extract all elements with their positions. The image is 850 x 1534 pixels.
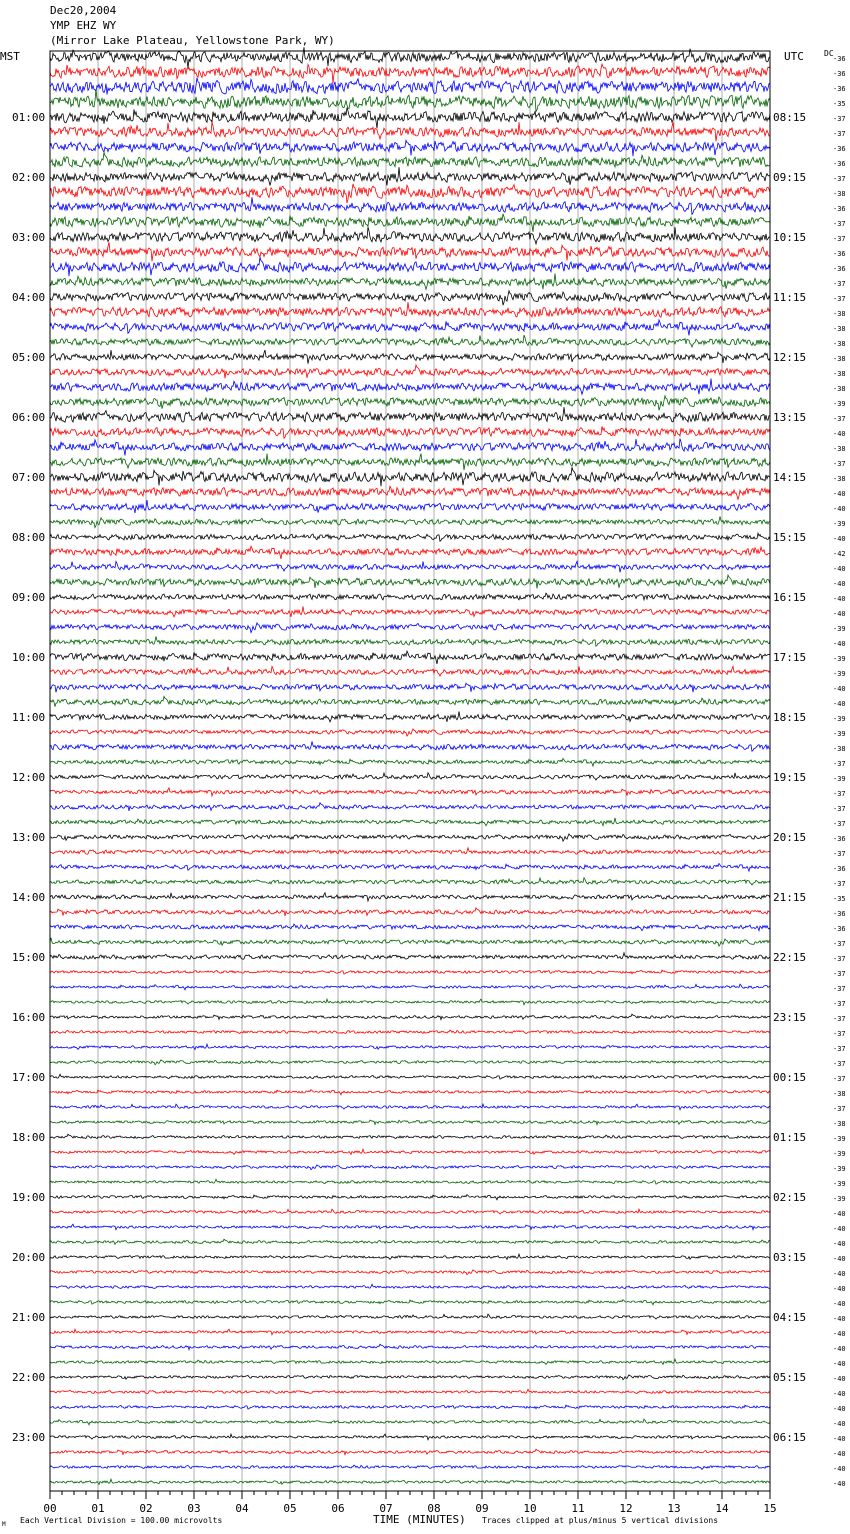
left-hour-label: 20:00 [12, 1251, 46, 1264]
trace-4 [50, 108, 770, 129]
trace-16 [50, 291, 770, 305]
dc-offset-label: -36 [833, 70, 846, 78]
left-hour-label: 19:00 [12, 1191, 46, 1204]
trace-70 [50, 1104, 770, 1110]
trace-47 [50, 759, 770, 767]
trace-20 [50, 350, 770, 364]
x-tick-label: 00 [43, 1502, 57, 1515]
trace-8 [50, 167, 770, 185]
dc-offset-label: -37 [833, 1000, 846, 1008]
dc-offset-label: -37 [833, 1075, 846, 1083]
trace-94 [50, 1465, 770, 1469]
left-hour-label: 21:00 [12, 1311, 46, 1324]
trace-82 [50, 1284, 770, 1288]
x-tick-label: 01 [91, 1502, 105, 1515]
dc-offset-label: -40 [833, 1345, 846, 1353]
left-hour-label: 10:00 [12, 651, 46, 664]
trace-44 [50, 711, 770, 722]
trace-88 [50, 1375, 770, 1380]
dc-offset-label: -37 [833, 940, 846, 948]
dc-offset-label: -40 [833, 1315, 846, 1323]
dc-offset-label: -40 [833, 430, 846, 438]
dc-offset-label: -36 [833, 925, 846, 933]
dc-offset-label: -39 [833, 730, 846, 738]
left-hour-label: 18:00 [12, 1131, 46, 1144]
dc-offset-label: -35 [833, 895, 846, 903]
trace-58 [50, 924, 770, 931]
dc-offset-label: -39 [833, 775, 846, 783]
left-hour-label: 05:00 [12, 351, 46, 364]
right-hour-label: 04:15 [773, 1311, 807, 1324]
right-hour-label: 08:15 [773, 111, 807, 124]
dc-offset-label: -37 [833, 880, 846, 888]
trace-46 [50, 741, 770, 751]
trace-81 [50, 1270, 770, 1275]
dc-offset-label: -37 [833, 1045, 846, 1053]
trace-15 [50, 274, 770, 290]
trace-layer [50, 47, 770, 1484]
x-tick-label: 13 [667, 1502, 681, 1515]
trace-75 [50, 1179, 770, 1184]
trace-67 [50, 1060, 770, 1065]
x-tick-label: 09 [475, 1502, 489, 1515]
trace-35 [50, 575, 770, 589]
dc-offset-label: -37 [833, 790, 846, 798]
dc-offset-label: -40 [833, 1360, 846, 1368]
dc-offset-label: -40 [833, 1300, 846, 1308]
x-axis [43, 1491, 776, 1515]
dc-offset-label: -38 [833, 340, 846, 348]
left-hour-label: 09:00 [12, 591, 46, 604]
trace-80 [50, 1254, 770, 1259]
dc-offset-label: -36 [833, 865, 846, 873]
dc-offset-label: -40 [833, 505, 846, 513]
trace-3 [50, 89, 770, 111]
dc-offset-label: -39 [833, 1150, 846, 1158]
trace-54 [50, 864, 770, 872]
trace-79 [50, 1239, 770, 1244]
dc-offset-label: -40 [833, 580, 846, 588]
trace-74 [50, 1165, 770, 1170]
left-hour-label: 15:00 [12, 951, 46, 964]
left-hour-label: 16:00 [12, 1011, 46, 1024]
dc-offset-label: -40 [833, 1270, 846, 1278]
left-hour-label: 04:00 [12, 291, 46, 304]
trace-78 [50, 1224, 770, 1230]
dc-offset-label: -39 [833, 1135, 846, 1143]
footer-clipping-note: Traces clipped at plus/minus 5 vertical divisions [482, 1516, 719, 1525]
dc-offset-label: -36 [833, 250, 846, 258]
trace-17 [50, 302, 770, 317]
left-hour-label: 06:00 [12, 411, 46, 424]
dc-offset-label: -36 [833, 85, 846, 93]
dc-offset-label: -36 [833, 55, 846, 63]
dc-offset-label: -39 [833, 1180, 846, 1188]
trace-36 [50, 593, 770, 600]
x-tick-label: 04 [235, 1502, 249, 1515]
dc-offset-label: -40 [833, 1390, 846, 1398]
trace-56 [50, 893, 770, 901]
dc-offset-label: -35 [833, 100, 846, 108]
dc-offset-label: -37 [833, 760, 846, 768]
right-hour-label: 17:15 [773, 651, 807, 664]
right-hour-label: 18:15 [773, 711, 807, 724]
dc-offset-label: -37 [833, 850, 846, 858]
dc-offset-label: -39 [833, 670, 846, 678]
trace-73 [50, 1149, 770, 1154]
dc-offset-label: -40 [833, 1210, 846, 1218]
left-hour-label: 07:00 [12, 471, 46, 484]
trace-64 [50, 1014, 770, 1019]
dc-offset-label: -36 [833, 160, 846, 168]
x-tick-label: 12 [619, 1502, 633, 1515]
trace-42 [50, 683, 770, 692]
trace-13 [50, 242, 770, 261]
trace-87 [50, 1359, 770, 1364]
trace-14 [50, 257, 770, 276]
dc-label: DC [824, 49, 834, 58]
trace-53 [50, 848, 770, 854]
dc-offset-label: -37 [833, 955, 846, 963]
dc-offset-label: -38 [833, 310, 846, 318]
right-hour-label: 22:15 [773, 951, 807, 964]
dc-offset-label: -38 [833, 385, 846, 393]
x-tick-label: 03 [187, 1502, 201, 1515]
trace-22 [50, 379, 770, 395]
trace-61 [50, 970, 770, 974]
x-tick-label: 07 [379, 1502, 393, 1515]
left-hour-label: 14:00 [12, 891, 46, 904]
left-timezone-label: MST [0, 50, 20, 63]
dc-offset-label: -40 [833, 1225, 846, 1233]
trace-18 [50, 320, 770, 336]
dc-offset-label: -40 [833, 610, 846, 618]
dc-offset-label: -42 [833, 550, 846, 558]
trace-93 [50, 1449, 770, 1454]
dc-offset-label: -38 [833, 745, 846, 753]
trace-32 [50, 533, 770, 541]
dc-offset-label: -38 [833, 370, 846, 378]
dc-offset-label: -38 [833, 190, 846, 198]
left-hour-label: 08:00 [12, 531, 46, 544]
header-date: Dec20,2004 [50, 4, 117, 17]
trace-38 [50, 623, 770, 633]
trace-91 [50, 1419, 770, 1425]
right-hour-label: 15:15 [773, 531, 807, 544]
trace-0 [50, 47, 770, 68]
trace-50 [50, 803, 770, 811]
dc-offset-label: -36 [833, 145, 846, 153]
trace-63 [50, 999, 770, 1005]
trace-6 [50, 140, 770, 156]
dc-offset-label: -39 [833, 715, 846, 723]
dc-offset-label: -37 [833, 985, 846, 993]
right-hour-label: 06:15 [773, 1431, 807, 1444]
left-hour-label: 01:00 [12, 111, 46, 124]
trace-7 [50, 152, 770, 167]
x-tick-label: 08 [427, 1502, 441, 1515]
x-tick-label: 14 [715, 1502, 729, 1515]
trace-33 [50, 546, 770, 559]
x-tick-label: 06 [331, 1502, 345, 1515]
trace-72 [50, 1134, 770, 1138]
trace-77 [50, 1209, 770, 1214]
dc-offset-label: -37 [833, 805, 846, 813]
dc-offset-label: -39 [833, 1195, 846, 1203]
trace-65 [50, 1030, 770, 1033]
trace-85 [50, 1329, 770, 1335]
right-hour-label: 00:15 [773, 1071, 807, 1084]
trace-31 [50, 516, 770, 527]
trace-27 [50, 454, 770, 470]
right-hour-label: 19:15 [773, 771, 807, 784]
left-hour-label: 17:00 [12, 1071, 46, 1084]
dc-offset-label: -37 [833, 295, 846, 303]
right-hour-label: 13:15 [773, 411, 807, 424]
dc-offset-label: -40 [833, 490, 846, 498]
left-hour-label: 11:00 [12, 711, 46, 724]
trace-9 [50, 184, 770, 203]
trace-48 [50, 773, 770, 780]
dc-offset-label: -37 [833, 415, 846, 423]
right-hour-label: 02:15 [773, 1191, 807, 1204]
trace-23 [50, 396, 770, 410]
dc-offset-label: -37 [833, 130, 846, 138]
trace-41 [50, 666, 770, 676]
dc-offset-label: -40 [833, 1435, 846, 1443]
trace-71 [50, 1120, 770, 1125]
dc-offset-label: -37 [833, 1060, 846, 1068]
trace-49 [50, 788, 770, 796]
dc-offset-label: -40 [833, 1465, 846, 1473]
dc-offset-label: -37 [833, 115, 846, 123]
trace-12 [50, 227, 770, 244]
right-hour-label: 05:15 [773, 1371, 807, 1384]
trace-19 [50, 335, 770, 347]
trace-21 [50, 365, 770, 379]
right-hour-label: 14:15 [773, 471, 807, 484]
header-station: YMP EHZ WY [50, 19, 117, 32]
dc-offset-label: -40 [833, 1255, 846, 1263]
dc-offset-label: -38 [833, 445, 846, 453]
dc-offset-label: -36 [833, 265, 846, 273]
dc-offset-label: -40 [833, 1330, 846, 1338]
left-hour-label: 22:00 [12, 1371, 46, 1384]
trace-40 [50, 651, 770, 664]
trace-59 [50, 938, 770, 946]
trace-5 [50, 122, 770, 141]
trace-30 [50, 500, 770, 513]
dc-offset-label: -37 [833, 220, 846, 228]
trace-57 [50, 908, 770, 916]
trace-51 [50, 818, 770, 826]
left-hour-label: 13:00 [12, 831, 46, 844]
footer-corner-label: M [2, 1521, 6, 1528]
dc-offset-label: -38 [833, 1090, 846, 1098]
trace-68 [50, 1074, 770, 1079]
trace-92 [50, 1434, 770, 1440]
right-hour-label: 11:15 [773, 291, 807, 304]
dc-offset-label: -38 [833, 325, 846, 333]
trace-28 [50, 467, 770, 486]
dc-offset-label: -36 [833, 205, 846, 213]
trace-2 [50, 78, 770, 95]
right-hour-label: 10:15 [773, 231, 807, 244]
trace-86 [50, 1344, 770, 1349]
dc-offset-label: -39 [833, 625, 846, 633]
x-tick-label: 10 [523, 1502, 537, 1515]
dc-offset-label: -39 [833, 1165, 846, 1173]
trace-62 [50, 984, 770, 990]
trace-34 [50, 561, 770, 572]
dc-offset-label: -40 [833, 595, 846, 603]
dc-offset-label: -37 [833, 235, 846, 243]
dc-offset-label: -40 [833, 1420, 846, 1428]
trace-89 [50, 1389, 770, 1393]
trace-95 [50, 1479, 770, 1484]
trace-37 [50, 606, 770, 617]
dc-offset-label: -40 [833, 565, 846, 573]
trace-29 [50, 486, 770, 499]
x-tick-label: 05 [283, 1502, 297, 1515]
dc-offset-label: -40 [833, 535, 846, 543]
right-hour-label: 20:15 [773, 831, 807, 844]
dc-offset-label: -36 [833, 910, 846, 918]
right-timezone-label: UTC [784, 50, 804, 63]
trace-55 [50, 878, 770, 885]
trace-43 [50, 696, 770, 706]
footer-vertical-division: Each Vertical Division = 100.00 microvolts [20, 1516, 223, 1525]
right-hour-label: 09:15 [773, 171, 807, 184]
left-hour-label: 02:00 [12, 171, 46, 184]
trace-26 [50, 439, 770, 456]
trace-11 [50, 214, 770, 232]
left-hour-label: 03:00 [12, 231, 46, 244]
x-axis-title: TIME (MINUTES) [373, 1513, 466, 1526]
right-hour-label: 21:15 [773, 891, 807, 904]
x-tick-label: 11 [571, 1502, 585, 1515]
trace-83 [50, 1300, 770, 1305]
trace-52 [50, 834, 770, 841]
dc-offset-label: -37 [833, 1105, 846, 1113]
dc-offset-label: -39 [833, 400, 846, 408]
dc-offset-label: -37 [833, 820, 846, 828]
trace-69 [50, 1090, 770, 1095]
right-hour-label: 01:15 [773, 1131, 807, 1144]
dc-offset-label: -37 [833, 1015, 846, 1023]
dc-offset-label: -37 [833, 460, 846, 468]
dc-offset-label: -38 [833, 1120, 846, 1128]
trace-60 [50, 953, 770, 959]
dc-offset-label: -38 [833, 475, 846, 483]
right-hour-label: 16:15 [773, 591, 807, 604]
dc-offset-label: -40 [833, 1450, 846, 1458]
x-tick-label: 15 [763, 1502, 777, 1515]
trace-10 [50, 197, 770, 214]
left-hour-label: 23:00 [12, 1431, 46, 1444]
trace-45 [50, 729, 770, 736]
dc-offset-label: -40 [833, 1375, 846, 1383]
header-location: (Mirror Lake Plateau, Yellowstone Park, WY) [50, 34, 335, 47]
trace-66 [50, 1044, 770, 1049]
dc-offset-label: -40 [833, 685, 846, 693]
trace-90 [50, 1405, 770, 1409]
dc-offset-label: -37 [833, 1030, 846, 1038]
trace-25 [50, 426, 770, 438]
dc-offset-label: -40 [833, 640, 846, 648]
dc-offset-label: -40 [833, 1405, 846, 1413]
trace-39 [50, 636, 770, 646]
trace-1 [50, 64, 770, 83]
left-hour-label: 12:00 [12, 771, 46, 784]
dc-offset-label: -36 [833, 835, 846, 843]
right-hour-label: 12:15 [773, 351, 807, 364]
dc-offset-label: -40 [833, 1285, 846, 1293]
right-hour-label: 23:15 [773, 1011, 807, 1024]
dc-offset-label: -38 [833, 355, 846, 363]
right-hour-label: 03:15 [773, 1251, 807, 1264]
trace-24 [50, 407, 770, 422]
trace-84 [50, 1314, 770, 1319]
dc-offset-label: -37 [833, 280, 846, 288]
dc-offset-label: -39 [833, 655, 846, 663]
trace-76 [50, 1195, 770, 1200]
dc-offset-label: -37 [833, 175, 846, 183]
dc-offset-label: -37 [833, 970, 846, 978]
dc-offset-label: -40 [833, 700, 846, 708]
dc-offset-label: -40 [833, 1240, 846, 1248]
dc-offset-label: -39 [833, 520, 846, 528]
dc-offset-label: -40 [833, 1480, 846, 1488]
x-tick-label: 02 [139, 1502, 153, 1515]
